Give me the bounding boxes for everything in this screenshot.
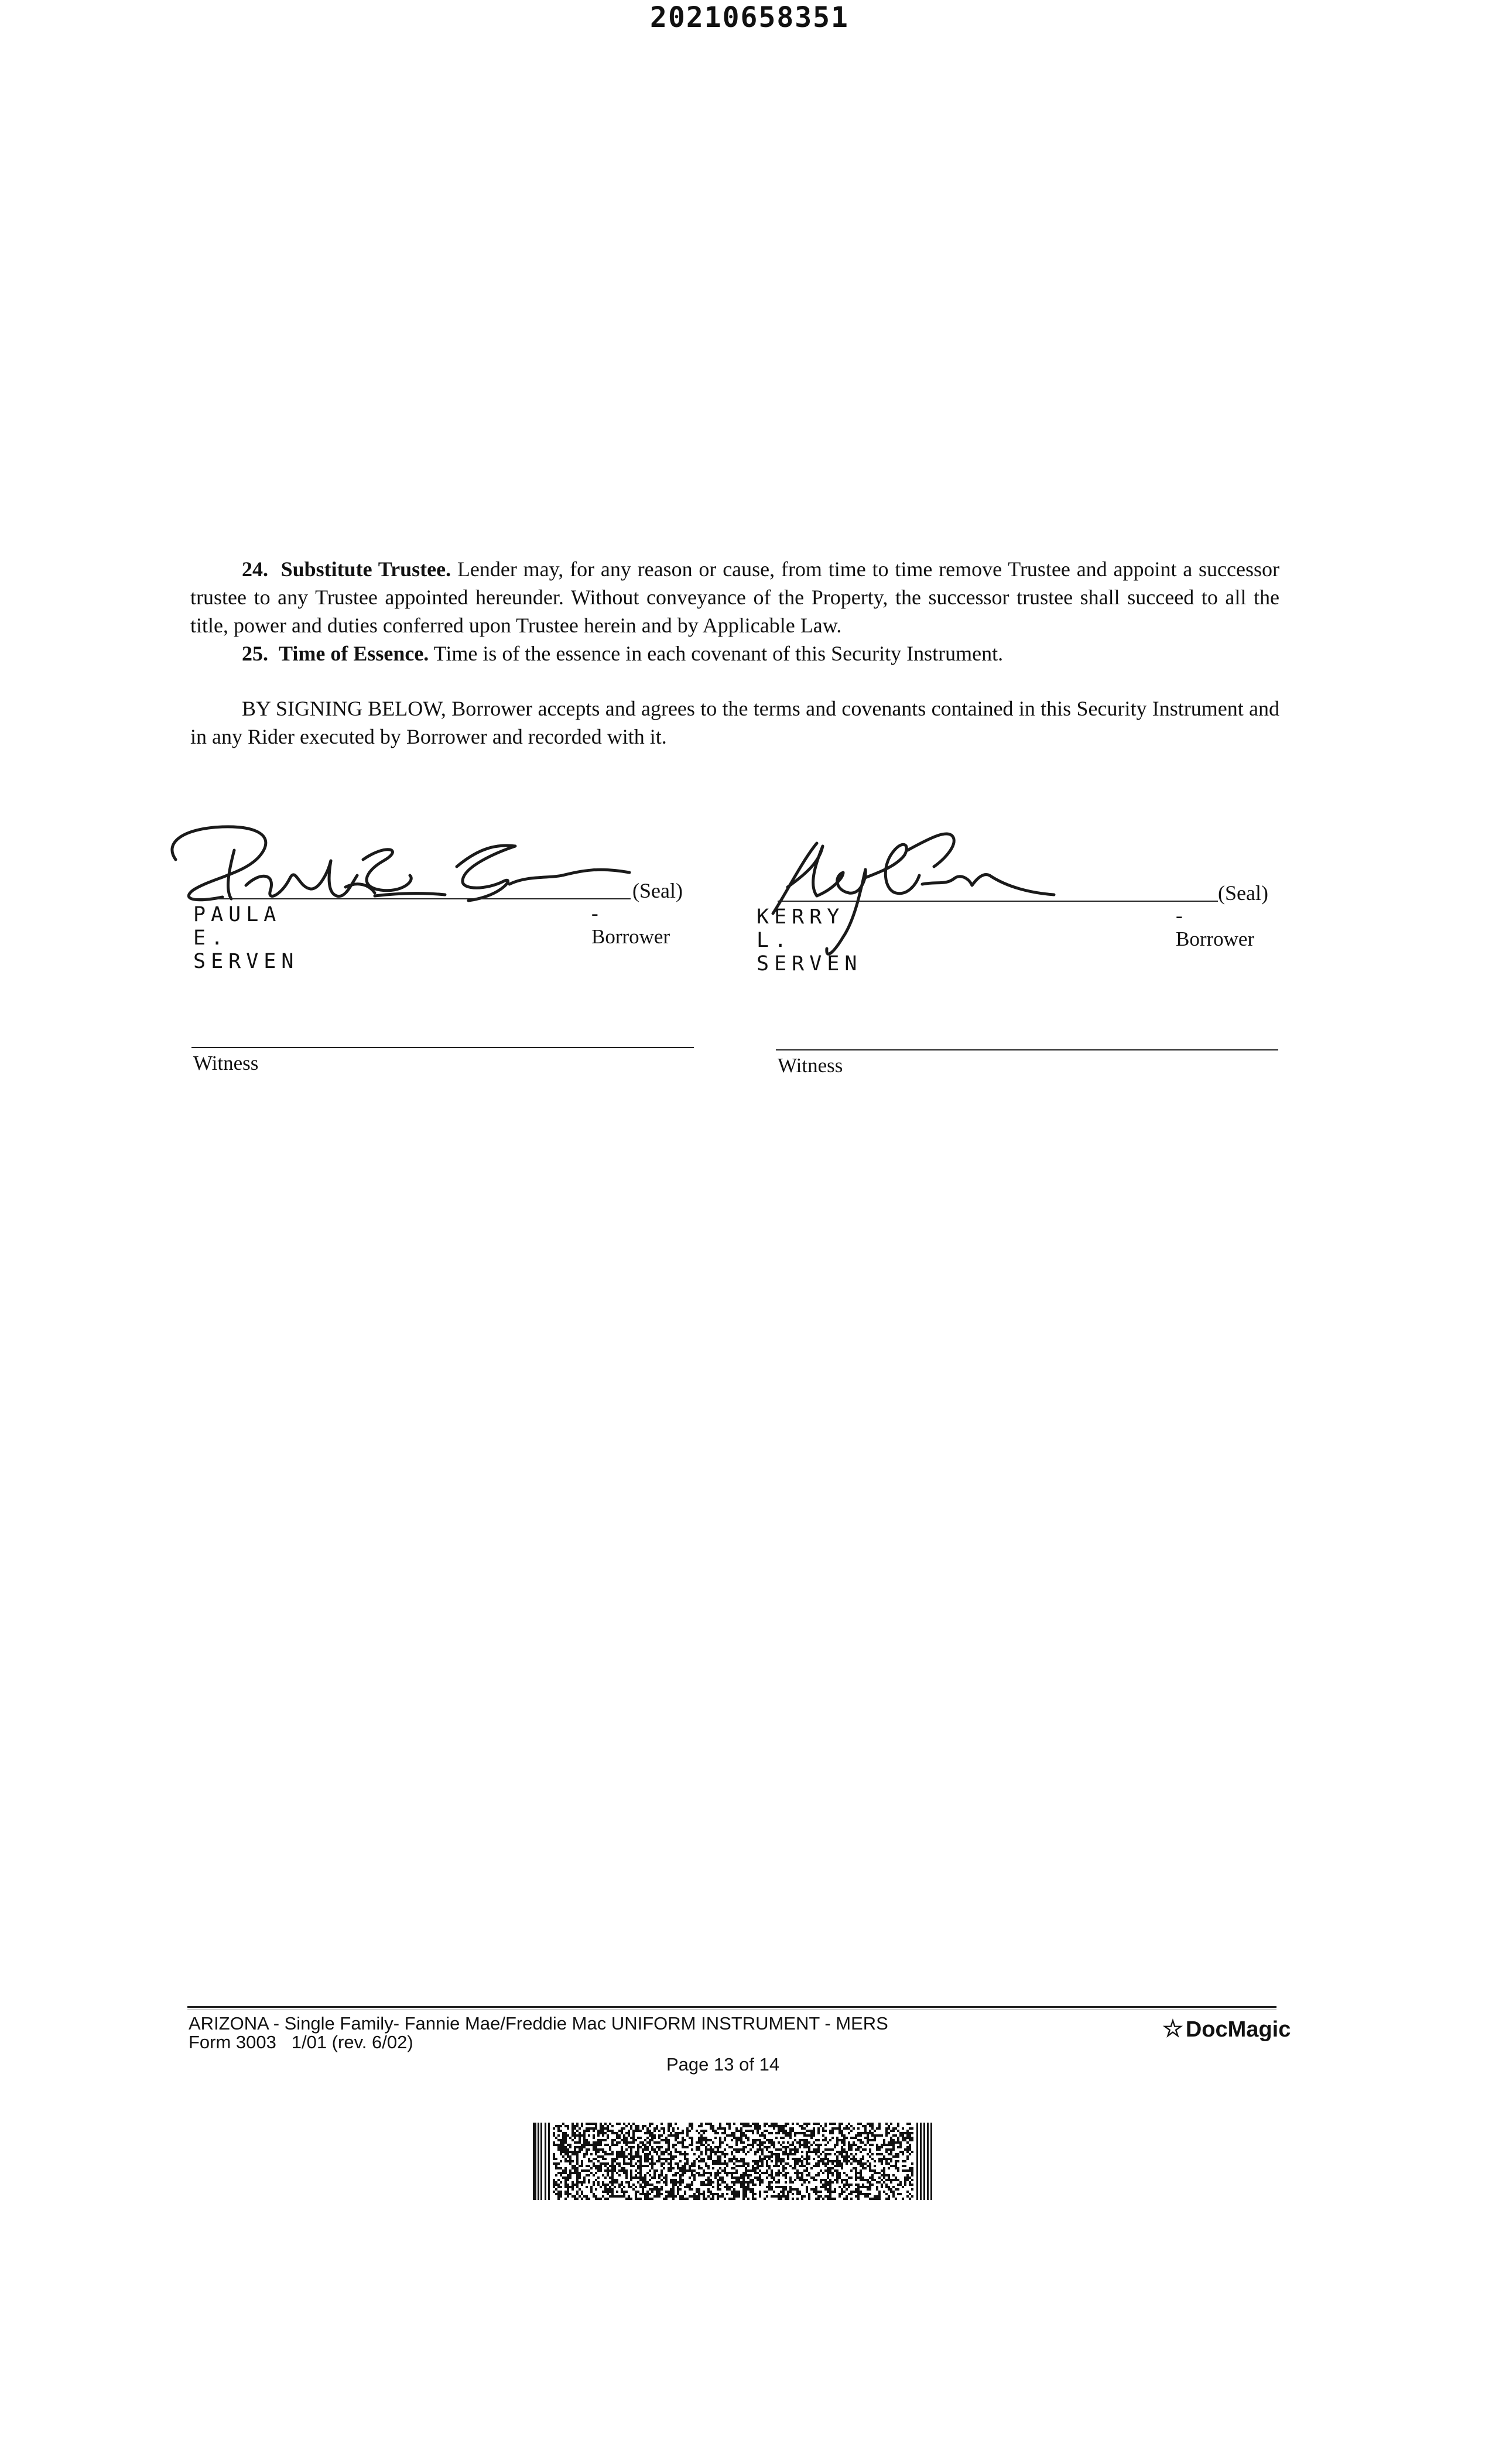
clause-24	[190, 555, 1279, 639]
signing-acknowledgement: BY SIGNING BELOW, Borrower accepts and agrees to the terms and covenants contained in this Security Instrument and in any Rider executed by Borrower and recorded with it.	[190, 697, 1279, 748]
clause-25-text: Time is of the essence in each covenant of this Security Instrument.	[429, 642, 1004, 665]
witness-label-2: Witness	[778, 1054, 843, 1077]
clause-25-heading: Time of Essence.	[279, 642, 429, 665]
signature-line-borrower-1	[191, 898, 631, 899]
clause-25	[190, 639, 1279, 668]
clause-24-text: Lender may, for any reason or cause, from time to time remove Trustee and appoint a successor trustee to any Trustee appointed hereunder. Without conveyance of the Property, the successor trustee shall succeed to all the title, power and duties conferred upon Trustee herein and by Applicable Law.	[190, 557, 1280, 637]
borrower-2-role: -Borrower	[1176, 904, 1255, 950]
document-barcode	[533, 2123, 934, 2200]
clause-24-heading: Substitute Trustee.	[280, 557, 451, 581]
docmagic-brand: DocMagic	[1185, 2017, 1291, 2042]
borrower-2-name: KERRY L. SERVEN	[757, 905, 863, 976]
borrower-1-role: -Borrower	[591, 902, 670, 948]
witness-line-2	[776, 1049, 1278, 1050]
footer-form-number: Form 3003 1/01 (rev. 6/02)	[189, 2032, 413, 2052]
seal-label-borrower-2: (Seal)	[1218, 881, 1268, 905]
clause-25-number: 25.	[242, 642, 268, 665]
star-icon: ☆	[1162, 2016, 1183, 2042]
signature-line-borrower-2	[778, 901, 1218, 902]
recording-number: 20210658351	[650, 1, 849, 34]
witness-label-1: Witness	[193, 1052, 259, 1074]
borrower-1-name: PAULA E. SERVEN	[193, 903, 299, 973]
seal-label-borrower-1: (Seal)	[632, 879, 683, 902]
footer-rule	[187, 2006, 1276, 2008]
footer-page-label: Page 13 of 14	[666, 2054, 780, 2075]
docmagic-logo	[1162, 2015, 1291, 2042]
footer-form-title: ARIZONA - Single Family- Fannie Mae/Freddie Mac UNIFORM INSTRUMENT - MERS	[189, 2013, 888, 2034]
clause-24-number: 24.	[242, 557, 268, 581]
witness-line-1	[191, 1047, 694, 1048]
document-body	[190, 555, 1279, 751]
